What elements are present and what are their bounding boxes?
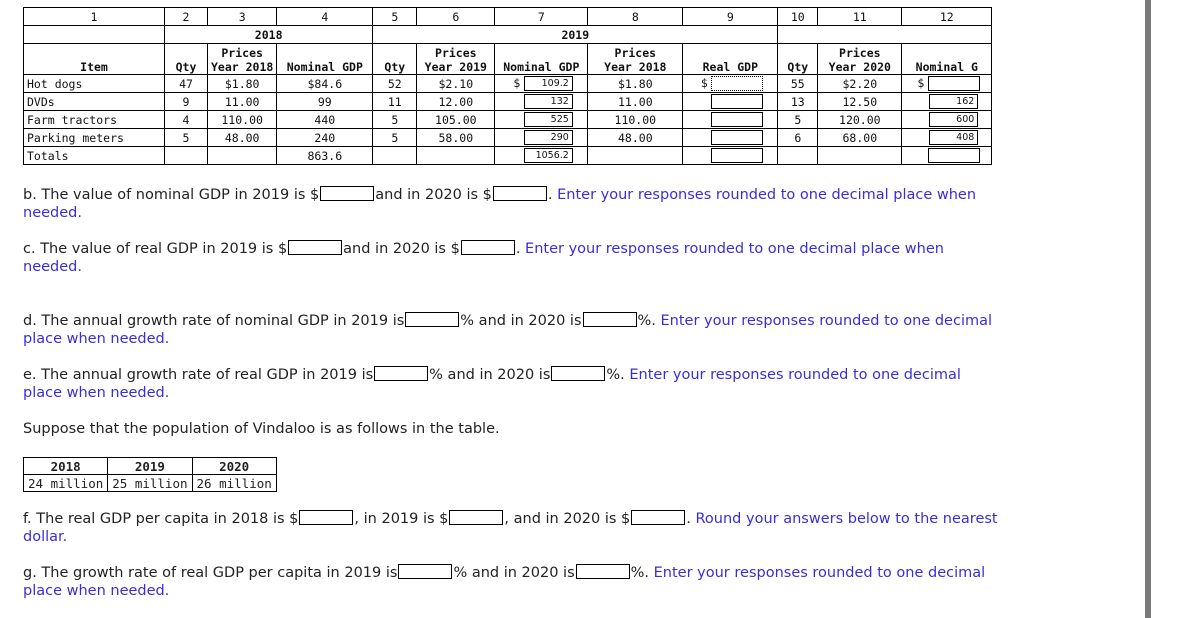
nominal-gdp-2019-answer-input[interactable] [320, 186, 374, 201]
item-name: Parking meters [24, 129, 165, 147]
qty-2018: 9 [165, 93, 208, 111]
table-row [24, 129, 992, 147]
col-number: 11 [818, 8, 902, 26]
prices-2020-header: Prices Year 2020 [818, 44, 902, 75]
real-gdp-input[interactable] [711, 94, 763, 109]
qty-2019: 11 [373, 93, 417, 111]
totals-nominal-gdp-2019: 1056.2 [524, 148, 573, 163]
totals-real-gdp-input[interactable] [711, 148, 763, 163]
price-2018b: $1.80 [588, 75, 683, 93]
qty-2020: 13 [778, 93, 818, 111]
totals-nominal-gdp-2018: 863.6 [277, 147, 373, 165]
qty-2019: 52 [373, 75, 417, 93]
item-name: Farm tractors [24, 111, 165, 129]
price-2018b: 48.00 [588, 129, 683, 147]
price-2018b: 110.00 [588, 111, 683, 129]
qty-2020: 55 [778, 75, 818, 93]
pop-year: 2018 [24, 458, 108, 475]
column-number-row [24, 8, 992, 26]
price-2018: 48.00 [208, 129, 277, 147]
nominal-gdp-2020-value: 162 [929, 94, 978, 109]
nominal-gdp-2019-value: 109.2 [524, 76, 573, 91]
price-2019: 12.00 [417, 93, 495, 111]
qty-2018: 47 [165, 75, 208, 93]
col-number: 5 [373, 8, 417, 26]
population-table [23, 457, 277, 492]
pop-year: 2020 [192, 458, 276, 475]
nominal-gdp-2020-input[interactable] [928, 76, 980, 91]
col-number: 4 [277, 8, 373, 26]
real-growth-2019-input[interactable] [374, 366, 428, 381]
nominal-gdp-2018: 440 [277, 111, 373, 129]
qty-2019-header: Qty [373, 44, 417, 75]
nominal-gdp-2020-header: Nominal G [902, 44, 992, 75]
totals-row [24, 147, 992, 165]
col-number: 2 [165, 8, 208, 26]
col-number: 1 [24, 8, 165, 26]
nominal-gdp-2020-cell [902, 111, 992, 129]
nominal-gdp-2020-answer-input[interactable] [493, 186, 547, 201]
real-gdp-cell: $ [683, 75, 778, 93]
question-c: c. The value of real GDP in 2019 is $ and in 2020 is $ . Enter your responses rounded to one decimal place when needed. [23, 241, 944, 275]
real-gdp-2020-answer-input[interactable] [461, 240, 515, 255]
nominal-gdp-2019-cell [495, 129, 588, 147]
prices-2018b-header: Prices Year 2018 [588, 44, 683, 75]
question-f: f. The real GDP per capita in 2018 is $ , in 2019 is $ , and in 2020 is $ . Round your answers below to the nearest dollar. [23, 511, 998, 545]
item-name: DVDs [24, 93, 165, 111]
real-gdp-input[interactable] [711, 130, 763, 145]
price-2020: 68.00 [818, 129, 902, 147]
qty-2019: 5 [373, 111, 417, 129]
totals-nominal-gdp-2019-cell [495, 147, 588, 165]
year-2019-header: 2019 [373, 26, 778, 44]
nominal-gdp-2018-header: Nominal GDP [277, 44, 373, 75]
pop-year: 2019 [108, 458, 192, 475]
nominal-gdp-2019-value: 290 [524, 130, 573, 145]
col-number: 6 [417, 8, 495, 26]
col-number: 8 [588, 8, 683, 26]
qty-header: Qty [165, 44, 208, 75]
price-2020: 12.50 [818, 93, 902, 111]
col-number: 3 [208, 8, 277, 26]
nominal-gdp-2019-value: 525 [524, 112, 573, 127]
item-name: Hot dogs [24, 75, 165, 93]
per-capita-growth-2019-input[interactable] [398, 564, 452, 579]
nominal-gdp-2019-value: 132 [524, 94, 573, 109]
price-2018: 11.00 [208, 93, 277, 111]
price-2018b: 11.00 [588, 93, 683, 111]
nominal-gdp-2020-value: 600 [929, 112, 978, 127]
totals-label: Totals [24, 147, 165, 165]
qty-2020: 5 [778, 111, 818, 129]
nominal-gdp-2018: 240 [277, 129, 373, 147]
totals-nominal-gdp-2020-cell [902, 147, 992, 165]
question-b: b. The value of nominal GDP in 2019 is $ and in 2020 is $ . Enter your responses rounded to one decimal place when needed. [23, 187, 977, 221]
real-gdp-cell [683, 111, 778, 129]
nominal-gdp-2018: 99 [277, 93, 373, 111]
per-capita-2019-input[interactable] [449, 510, 503, 525]
nominal-gdp-2020-cell [902, 93, 992, 111]
real-gdp-input[interactable] [711, 112, 763, 127]
nominal-gdp-2020-cell [902, 129, 992, 147]
real-gdp-cell [683, 93, 778, 111]
question-d: d. The annual growth rate of nominal GDP in 2019 is % and in 2020 is %. Enter your responses rounded to one decimal place when needed. [23, 313, 993, 347]
table-row [24, 75, 992, 93]
table-row [24, 93, 992, 111]
col-number: 12 [902, 8, 992, 26]
pop-value: 24 million [24, 475, 108, 492]
per-capita-growth-2020-input[interactable] [576, 564, 630, 579]
totals-nominal-gdp-2020-input[interactable] [928, 148, 980, 163]
pop-value: 25 million [108, 475, 192, 492]
qty-2018: 4 [165, 111, 208, 129]
nominal-gdp-2020-value: 408 [929, 130, 978, 145]
header-row [24, 44, 992, 75]
real-gdp-input[interactable] [711, 76, 763, 91]
col-number: 9 [683, 8, 778, 26]
price-2019: $2.10 [417, 75, 495, 93]
nominal-gdp-2018: $84.6 [277, 75, 373, 93]
col-number: 7 [495, 8, 588, 26]
real-gdp-2019-answer-input[interactable] [288, 240, 342, 255]
price-2018: $1.80 [208, 75, 277, 93]
nominal-growth-2020-input[interactable] [583, 312, 637, 327]
question-g: g. The growth rate of real GDP per capita in 2019 is % and in 2020 is %. Enter your responses rounded to one decimal place when needed. [23, 565, 986, 599]
real-gdp-cell [683, 129, 778, 147]
year-2018-header: 2018 [165, 26, 373, 44]
population-intro: Suppose that the population of Vindaloo is as follows in the table. [23, 421, 500, 437]
nominal-growth-2019-input[interactable] [405, 312, 459, 327]
vertical-scrollbar[interactable] [1145, 0, 1151, 618]
real-growth-2020-input[interactable] [551, 366, 605, 381]
nominal-gdp-2020-cell: $ [902, 75, 992, 93]
year-row [24, 26, 992, 44]
price-2019: 105.00 [417, 111, 495, 129]
qty-2018: 5 [165, 129, 208, 147]
price-2020: $2.20 [818, 75, 902, 93]
qty-2020: 6 [778, 129, 818, 147]
real-gdp-header: Real GDP [683, 44, 778, 75]
qty-2019: 5 [373, 129, 417, 147]
table-row [24, 111, 992, 129]
per-capita-2020-input[interactable] [631, 510, 685, 525]
totals-real-gdp-cell [683, 147, 778, 165]
nominal-gdp-2019-cell: $ 109.2 [495, 75, 588, 93]
per-capita-2018-input[interactable] [299, 510, 353, 525]
price-2018: 110.00 [208, 111, 277, 129]
price-2020: 120.00 [818, 111, 902, 129]
pop-value: 26 million [192, 475, 276, 492]
question-e: e. The annual growth rate of real GDP in 2019 is % and in 2020 is %. Enter your responses rounded to one decimal place when needed. [23, 367, 961, 401]
nominal-gdp-2019-header: Nominal GDP [495, 44, 588, 75]
col-number: 10 [778, 8, 818, 26]
gdp-table [23, 7, 992, 165]
item-header: Item [24, 44, 165, 75]
prices-2019-header: Prices Year 2019 [417, 44, 495, 75]
qty-2020-header: Qty [778, 44, 818, 75]
price-2019: 58.00 [417, 129, 495, 147]
prices-2018-header: Prices Year 2018 [208, 44, 277, 75]
nominal-gdp-2019-cell [495, 111, 588, 129]
nominal-gdp-2019-cell [495, 93, 588, 111]
